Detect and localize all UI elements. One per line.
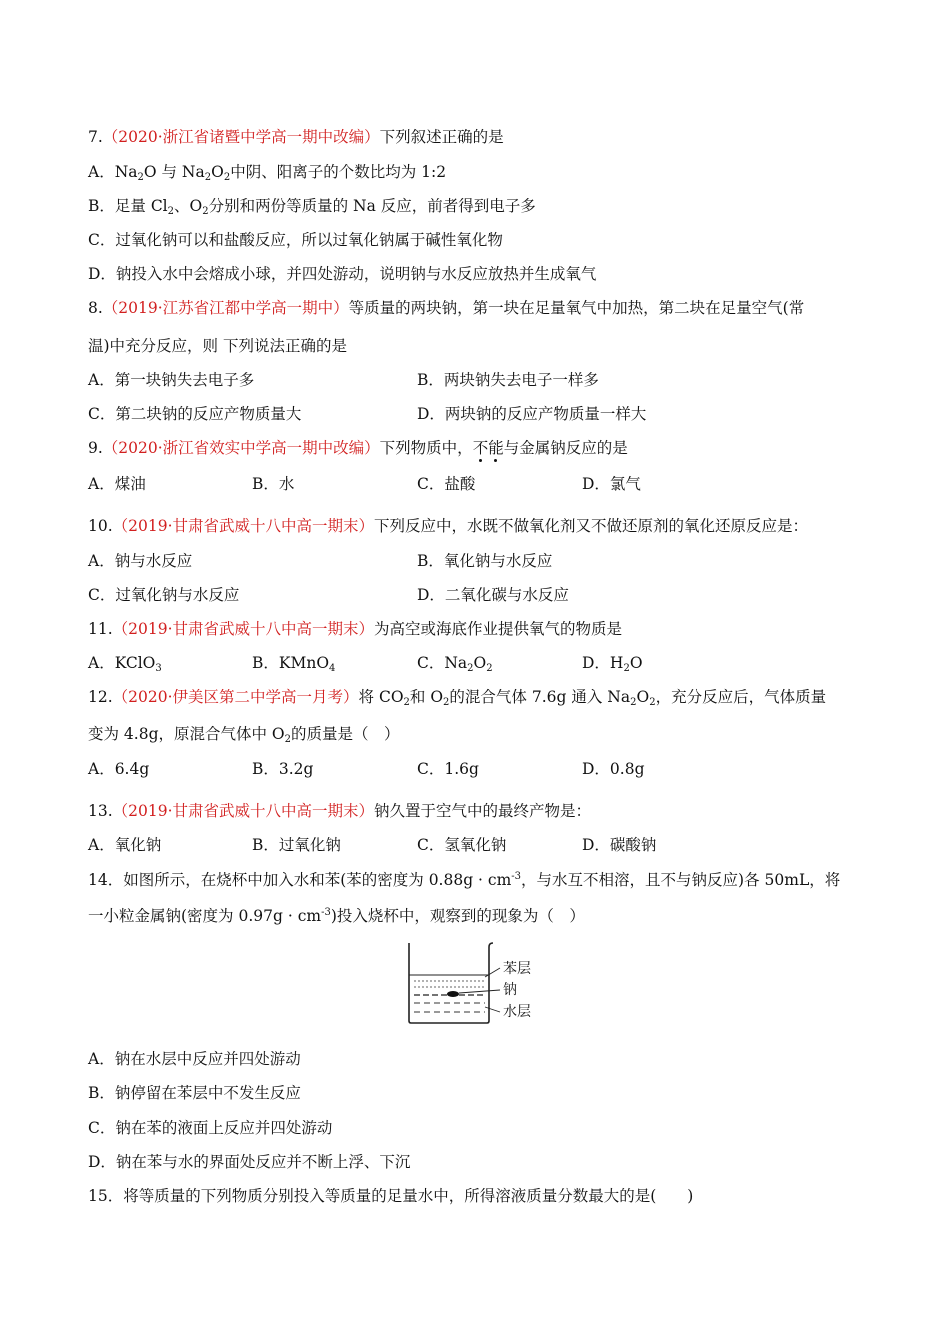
beaker-outline [409, 943, 493, 1023]
q14-option-c: C．钠在苯的液面上反应并四处游动 [88, 1119, 333, 1137]
q13-option-a: A．氧化钠 [88, 836, 162, 854]
q7-number: 7. [88, 128, 103, 146]
q7-option-b: B．足量 $Cl_2$、$O_2$分别和两份等质量的 Na 反应，前者得到电子多 [88, 197, 536, 217]
q10-option-d: D．二氧化碳与水反应 [417, 586, 569, 604]
q12-stem-line2: 变为 4.8g，原混合气体中 $O_2$的质量是（ ） [88, 725, 400, 745]
q10-option-b: B．氧化钠与水反应 [417, 552, 553, 570]
q15-stem: 15．将等质量的下列物质分别投入等质量的足量水中，所得溶液质量分数最大的是( ) [88, 1187, 694, 1205]
q13-stem: 13.（2019·甘肃省武威十八中高一期末）钠久置于空气中的最终产物是： [88, 802, 592, 820]
emphasis-dot: 不 [472, 439, 489, 457]
q8-option-c: C．第二块钠的反应产物质量大 [88, 405, 302, 423]
leader-line-water [485, 1007, 500, 1012]
label-benzene-layer: 苯层 [503, 961, 531, 977]
q12-option-b: B．3.2g [252, 760, 314, 778]
q12-option-c: C．1.6g [417, 760, 479, 778]
q8-source: （2019·江苏省江都中学高一期中） [102, 299, 349, 317]
q14-option-a: A．钠在水层中反应并四处游动 [88, 1050, 301, 1068]
q7-source: （2020·浙江省诸暨中学高一期中改编） [102, 128, 380, 146]
q9-option-a: A．煤油 [88, 475, 146, 493]
beaker-figure [403, 941, 553, 1026]
label-water-layer: 水层 [503, 1004, 531, 1020]
q11-option-c: C．$Na_2O_2$ [417, 654, 493, 674]
q9-option-d: D．氯气 [582, 475, 641, 493]
q8-option-b: B．两块钠失去电子一样多 [417, 371, 599, 389]
q12-option-a: A．6.4g [88, 760, 150, 778]
q12-number: 12. [88, 688, 113, 706]
sodium-piece [447, 991, 459, 997]
q7-option-a: A．$Na_2O$ 与 $Na_2O_2$中阴、阳离子的个数比均为 1:2 [88, 163, 447, 183]
emphasis-dot: 能 [488, 439, 504, 457]
q8-stem-line2: 温)中充分反应，则 下列说法正确的是 [88, 337, 347, 355]
q7-stem [88, 127, 504, 147]
leader-line-benzene [485, 968, 500, 977]
q10-source: （2019·甘肃省武威十八中高一期末） [112, 517, 375, 535]
q8-number: 8. [88, 299, 103, 317]
q8-stem [88, 298, 804, 318]
q9-stem: 9.（2020·浙江省效实中学高一期中改编）下列物质中，不能与金属钠反应的是 [88, 439, 628, 457]
q7-option-d: D．钠投入水中会熔成小球，并四处游动，说明钠与水反应放热并生成氧气 [88, 265, 597, 283]
q11-stem: 11.（2019·甘肃省武威十八中高一期末）为高空或海底作业提供氧气的物质是 [88, 620, 623, 638]
q11-option-d: D．$H_2O$ [582, 654, 643, 674]
q8-option-d: D．两块钠的反应产物质量一样大 [417, 405, 647, 423]
q7-option-c: C．过氧化钠可以和盐酸反应，所以过氧化钠属于碱性氧化物 [88, 231, 503, 249]
leader-line-sodium [459, 990, 500, 993]
q14-option-d: D．钠在苯与水的界面处反应并不断上浮、下沉 [88, 1153, 411, 1171]
q9-option-b: B．水 [252, 475, 295, 493]
q11-number: 11. [88, 620, 113, 638]
q12-source: （2020·伊美区第二中学高一月考） [112, 688, 359, 706]
q13-option-c: C．氢氧化钠 [417, 836, 507, 854]
label-sodium: 钠 [503, 982, 517, 998]
q8-option-a: A．第一块钠失去电子多 [88, 371, 255, 389]
q7-stem-text: 下列叙述正确的是 [379, 128, 504, 146]
q14-option-b: B．钠停留在苯层中不发生反应 [88, 1084, 301, 1102]
q13-option-d: D．碳酸钠 [582, 836, 657, 854]
q11-source: （2019·甘肃省武威十八中高一期末） [112, 620, 375, 638]
q13-option-b: B．过氧化钠 [252, 836, 341, 854]
q9-source: （2020·浙江省效实中学高一期中改编） [102, 439, 380, 457]
q11-option-a: A．KClO$_3$ [88, 654, 162, 674]
q10-stem: 10.（2019·甘肃省武威十八中高一期末）下列反应中，水既不做氧化剂又不做还原剂的氧化还原反应是： [88, 517, 809, 535]
q9-option-c: C．盐酸 [417, 475, 476, 493]
q14-stem-line2: 一小粒金属钠(密度为 $0.97g \cdot cm^{-3}$)投入烧杯中，观察到的现象为（ ） [88, 907, 585, 925]
q10-option-a: A．钠与水反应 [88, 552, 193, 570]
q13-number: 13. [88, 802, 113, 820]
q12-stem: 12.（2020·伊美区第二中学高一月考）将 $CO_2$和 $O_2$的混合气体 7.6g 通入 $Na_2O_2$，充分反应后，气体质量 [88, 688, 827, 708]
q14-stem: 14．如图所示，在烧杯中加入水和苯(苯的密度为 $0.88g \cdot cm^{-3}$，与水互不相溶，且不与钠反应)各 50mL，将 [88, 871, 841, 889]
q8-stem-line1: 等质量的两块钠，第一块在足量氧气中加热，第二块在足量空气(常 [348, 299, 805, 317]
q10-number: 10. [88, 517, 113, 535]
q13-source: （2019·甘肃省武威十八中高一期末） [112, 802, 375, 820]
q11-option-b: B．KMnO$_4$ [252, 654, 336, 674]
q10-option-c: C．过氧化钠与水反应 [88, 586, 240, 604]
q9-number: 9. [88, 439, 103, 457]
q12-option-d: D．0.8g [582, 760, 645, 778]
